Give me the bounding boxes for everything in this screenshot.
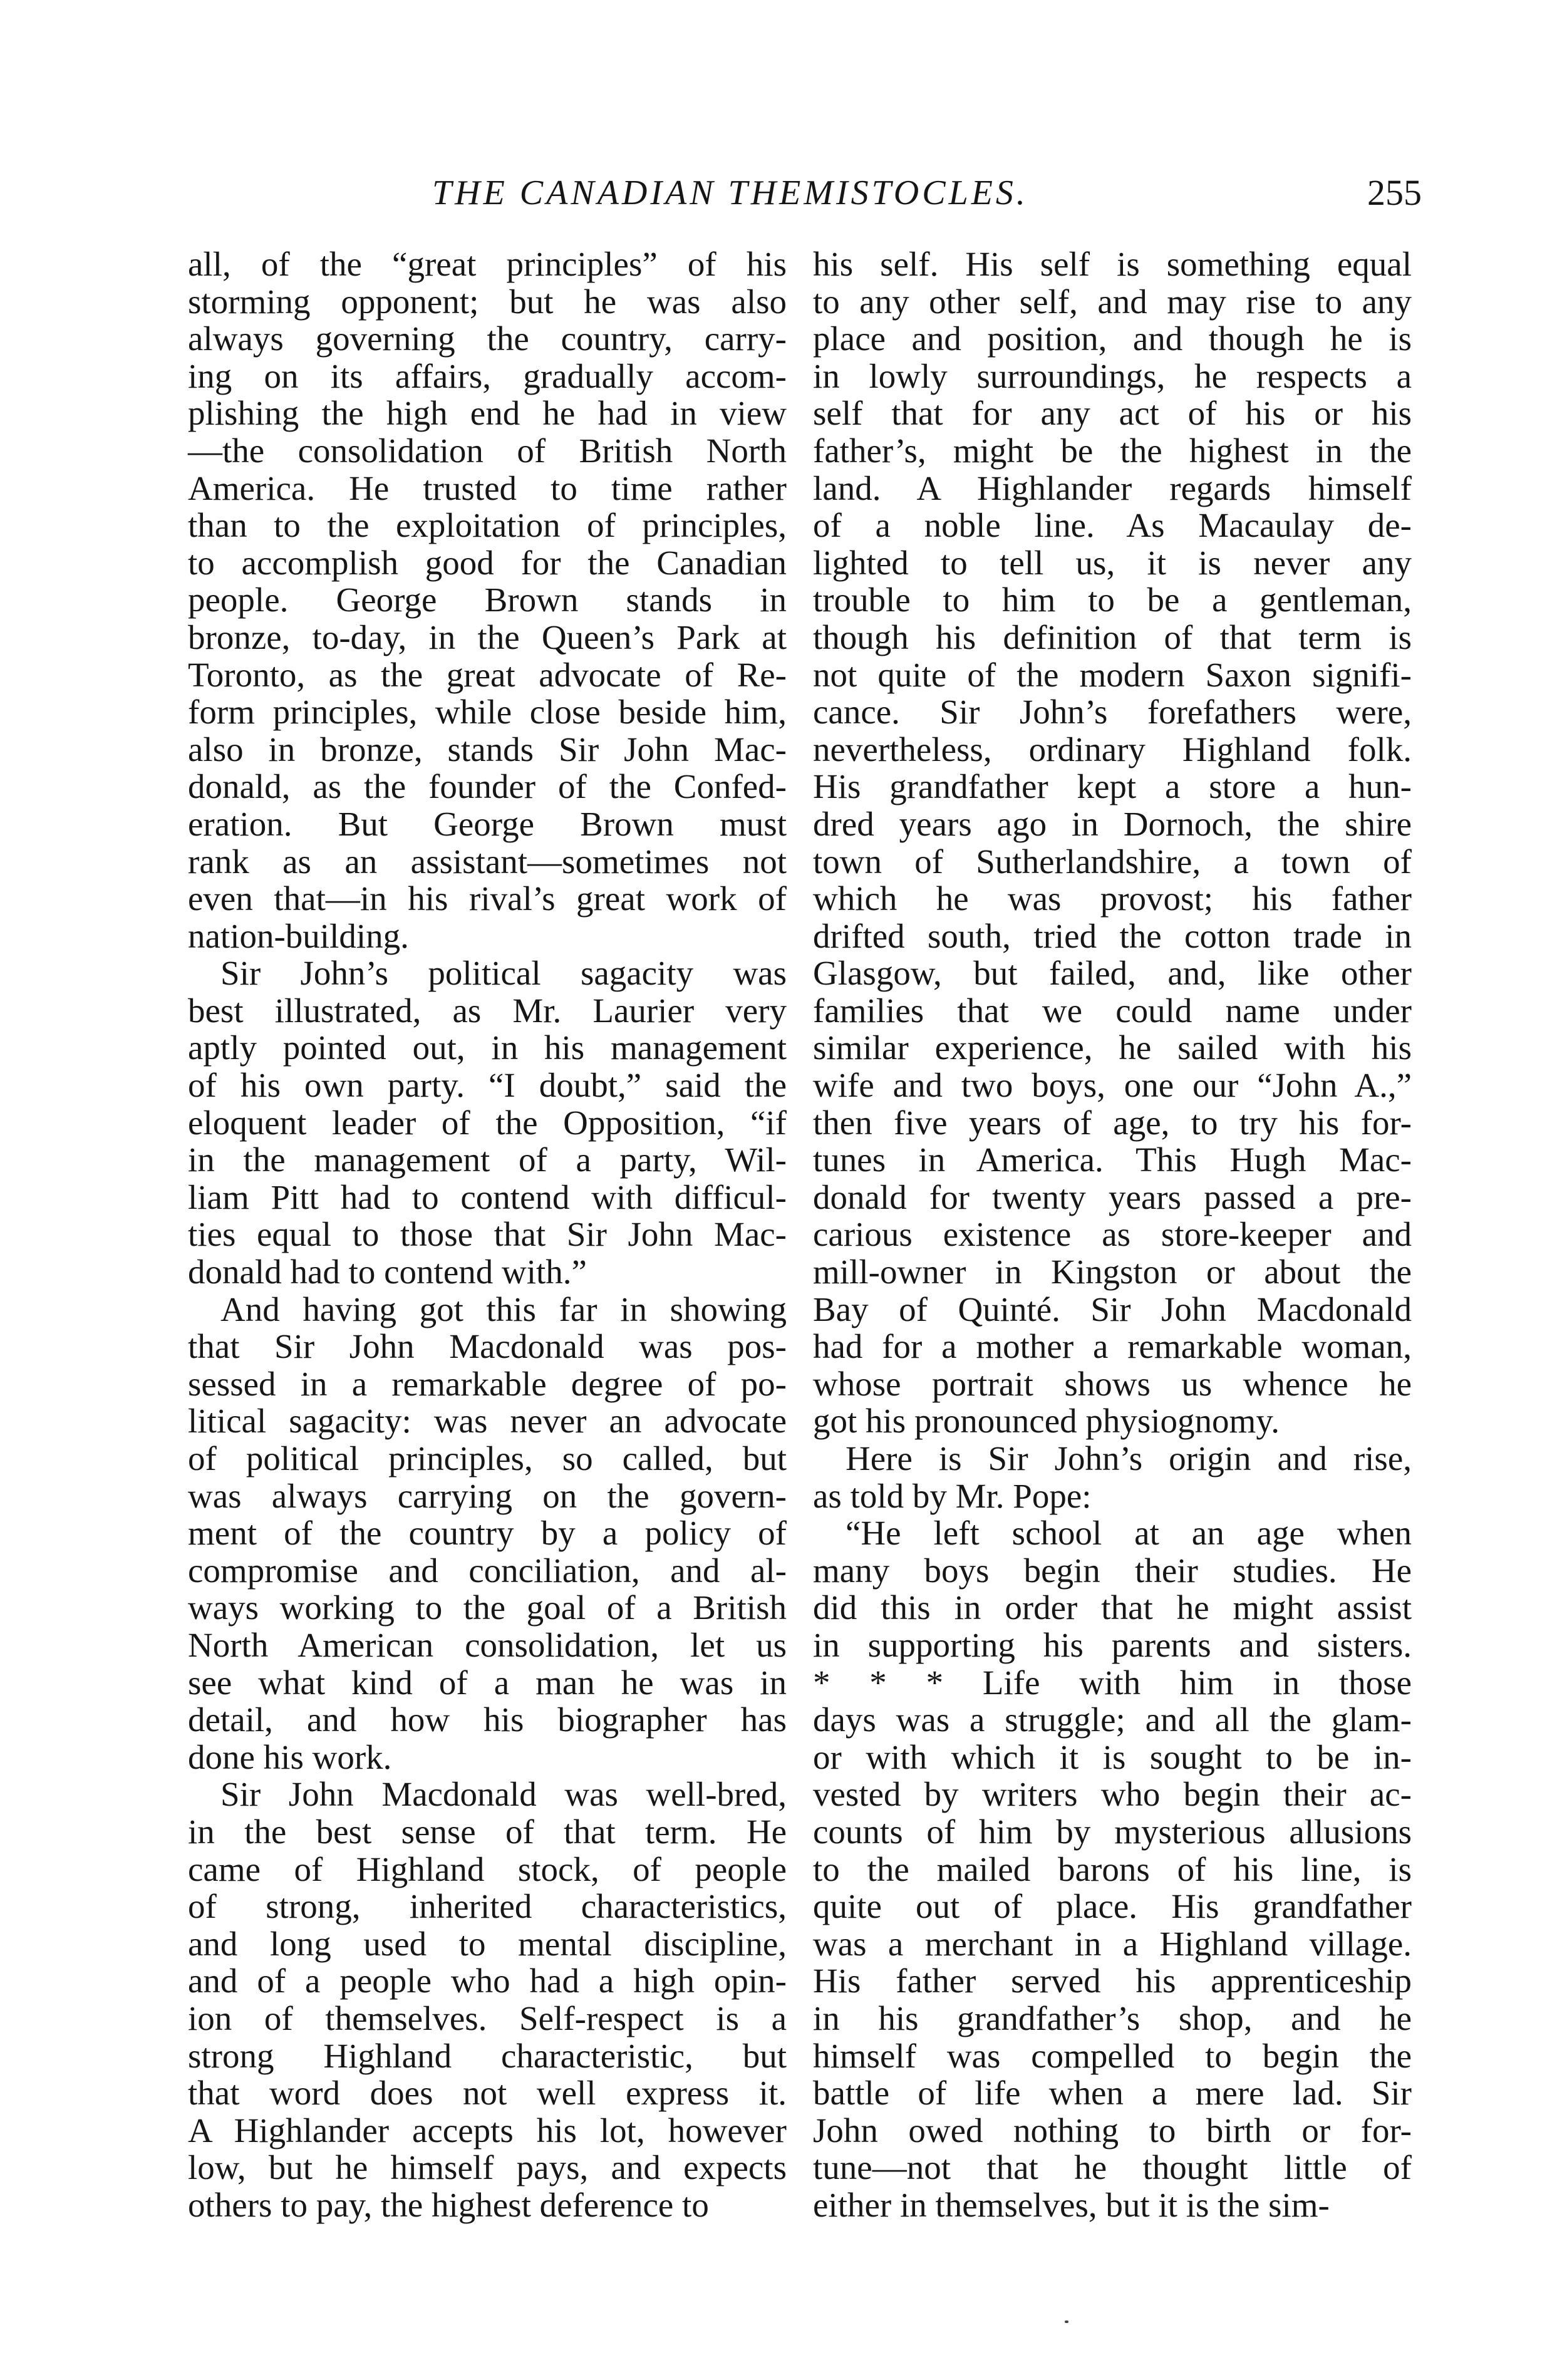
text-line: ion of themselves. Self-respect is a <box>188 1999 787 2037</box>
text-line: litical sagacity: was never an advocate <box>188 1402 787 1441</box>
text-line: in the best sense of that term. He <box>188 1812 787 1851</box>
text-line: as told by Mr. Pope: <box>813 1476 1092 1515</box>
text-line: mill-owner in Kingston or about the <box>813 1253 1412 1291</box>
text-line: tune—not that he thought little of <box>813 2148 1412 2187</box>
text-line: that Sir John Macdonald was pos- <box>188 1327 787 1366</box>
text-line: lighted to tell us, it is never any <box>813 543 1412 582</box>
text-line: families that we could name under <box>813 991 1412 1030</box>
text-line: either in themselves, but it is the sim- <box>813 2185 1330 2224</box>
text-line: and of a people who had a high opin- <box>188 1962 787 2000</box>
text-line: not quite of the modern Saxon signifi- <box>813 655 1412 694</box>
text-line: and long used to mental discipline, <box>188 1924 787 1963</box>
text-line: bronze, to-day, in the Queen’s Park at <box>188 618 787 656</box>
text-line: liam Pitt had to contend with difficul- <box>188 1177 787 1216</box>
text-line: His father served his apprenticeship <box>813 1962 1412 2000</box>
text-line: “He left school at an age when <box>846 1514 1412 1553</box>
text-line: was always carrying on the govern- <box>188 1476 787 1515</box>
text-line: place and position, and though he is <box>813 319 1412 358</box>
text-line: * * * Life with him in those <box>813 1663 1412 1702</box>
text-line: town of Sutherlandshire, a town of <box>813 842 1412 881</box>
text-line: did this in order that he might assist <box>813 1588 1412 1627</box>
text-line: strong Highland characteristic, but <box>188 2036 787 2075</box>
text-line: donald for twenty years passed a pre- <box>813 1177 1412 1216</box>
text-line: Sir John Macdonald was well-bred, <box>220 1775 787 1814</box>
text-line: aptly pointed out, in his management <box>188 1028 787 1067</box>
text-line: drifted south, tried the cotton trade in <box>813 916 1412 955</box>
text-line: done his work. <box>188 1737 392 1776</box>
text-line: ways working to the goal of a British <box>188 1588 787 1627</box>
text-line: which he was provost; his father <box>813 879 1412 918</box>
text-line: quite out of place. His grandfather <box>813 1887 1412 1926</box>
text-line: nation-building. <box>188 916 409 955</box>
text-line: many boys begin their studies. He <box>813 1551 1412 1590</box>
text-line: wife and two boys, one our “John A.,” <box>813 1066 1412 1105</box>
text-line: —the consolidation of British North <box>188 431 787 470</box>
text-line: Glasgow, but failed, and, like other <box>813 954 1412 993</box>
text-line: sessed in a remarkable degree of po- <box>188 1364 787 1403</box>
running-head <box>188 168 1440 224</box>
text-line: cance. Sir John’s forefathers were, <box>813 693 1412 732</box>
text-line: all, of the “great principles” of his <box>188 245 787 283</box>
text-line: to the mailed barons of his line, is <box>813 1850 1412 1888</box>
text-line: best illustrated, as Mr. Laurier very <box>188 991 787 1030</box>
text-line: donald had to contend with.” <box>188 1253 587 1291</box>
text-line: eration. But George Brown must <box>188 804 787 843</box>
text-line: days was a struggle; and all the glam- <box>813 1700 1412 1739</box>
text-line: father’s, might be the highest in the <box>813 431 1412 470</box>
text-line: in supporting his parents and sisters. <box>813 1625 1412 1664</box>
text-line: Toronto, as the great advocate of Re- <box>188 655 787 694</box>
text-line: North American consolidation, let us <box>188 1625 787 1664</box>
text-line: trouble to him to be a gentleman, <box>813 581 1412 619</box>
text-line: similar experience, he sailed with his <box>813 1028 1412 1067</box>
text-line: himself was compelled to begin the <box>813 2036 1412 2075</box>
text-line: also in bronze, stands Sir John Mac- <box>188 730 787 768</box>
text-line: storming opponent; but he was also <box>188 282 787 321</box>
text-line: John owed nothing to birth or for- <box>813 2111 1412 2150</box>
text-line: people. George Brown stands in <box>188 581 787 619</box>
text-line: plishing the high end he had in view <box>188 394 787 433</box>
text-line: rank as an assistant—sometimes not <box>188 842 787 881</box>
page-number: 255 <box>1367 172 1422 213</box>
text-line: got his pronounced physiognomy. <box>813 1402 1280 1441</box>
text-line: of political principles, so called, but <box>188 1439 787 1477</box>
text-line: his self. His self is something equal <box>813 245 1412 283</box>
text-line: ties equal to those that Sir John Mac- <box>188 1215 787 1254</box>
running-title: THE CANADIAN THEMISTOCLES. <box>432 173 1028 212</box>
text-line: battle of life when a mere lad. Sir <box>813 2074 1412 2113</box>
text-line: even that—in his rival’s great work of <box>188 879 787 918</box>
right-column <box>813 246 1412 2223</box>
text-line: of his own party. “I doubt,” said the <box>188 1066 787 1105</box>
text-line: counts of him by mysterious allusions <box>813 1812 1412 1851</box>
text-line: was a merchant in a Highland village. <box>813 1924 1412 1963</box>
text-line: that word does not well express it. <box>188 2074 787 2113</box>
text-line: carious existence as store-keeper and <box>813 1215 1412 1254</box>
print-mark <box>1065 2320 1068 2323</box>
text-line: And having got this far in showing <box>220 1290 787 1328</box>
text-line: His grandfather kept a store a hun- <box>813 767 1412 806</box>
text-line: though his definition of that term is <box>813 618 1412 656</box>
text-line: form principles, while close beside him, <box>188 693 787 732</box>
text-line: nevertheless, ordinary Highland folk. <box>813 730 1412 768</box>
text-line: low, but he himself pays, and expects <box>188 2148 787 2187</box>
left-column <box>188 246 787 2223</box>
text-line: of a noble line. As Macaulay de- <box>813 506 1412 545</box>
text-line: vested by writers who begin their ac- <box>813 1775 1412 1814</box>
text-line: self that for any act of his or his <box>813 394 1412 433</box>
text-line: came of Highland stock, of people <box>188 1850 787 1888</box>
text-line: whose portrait shows us whence he <box>813 1364 1412 1403</box>
text-line: of strong, inherited characteristics, <box>188 1887 787 1926</box>
text-line: to any other self, and may rise to any <box>813 282 1412 321</box>
text-line: others to pay, the highest deference to <box>188 2185 709 2224</box>
text-line: A Highlander accepts his lot, however <box>188 2111 787 2150</box>
text-line: to accomplish good for the Canadian <box>188 543 787 582</box>
text-line: see what kind of a man he was in <box>188 1663 787 1702</box>
text-line: had for a mother a remarkable woman, <box>813 1327 1412 1366</box>
text-line: land. A Highlander regards himself <box>813 468 1412 507</box>
text-line: America. He trusted to time rather <box>188 468 787 507</box>
text-line: in his grandfather’s shop, and he <box>813 1999 1412 2037</box>
text-line: or with which it is sought to be in- <box>813 1737 1412 1776</box>
text-line: eloquent leader of the Opposition, “if <box>188 1103 787 1142</box>
text-line: in lowly surroundings, he respects a <box>813 356 1412 395</box>
text-line: dred years ago in Dornoch, the shire <box>813 804 1412 843</box>
text-line: always governing the country, carry- <box>188 319 787 358</box>
text-line: in the management of a party, Wil- <box>188 1141 787 1179</box>
text-line: then five years of age, to try his for- <box>813 1103 1412 1142</box>
text-line: detail, and how his biographer has <box>188 1700 787 1739</box>
text-line: Bay of Quinté. Sir John Macdonald <box>813 1290 1412 1328</box>
text-line: ment of the country by a policy of <box>188 1514 787 1553</box>
text-line: Sir John’s political sagacity was <box>220 954 787 993</box>
text-line: donald, as the founder of the Confed- <box>188 767 787 806</box>
text-line: tunes in America. This Hugh Mac- <box>813 1141 1412 1179</box>
text-line: compromise and conciliation, and al- <box>188 1551 787 1590</box>
text-line: than to the exploitation of principles, <box>188 506 787 545</box>
text-line: ing on its affairs, gradually accom- <box>188 356 787 395</box>
text-line: Here is Sir John’s origin and rise, <box>846 1439 1412 1477</box>
